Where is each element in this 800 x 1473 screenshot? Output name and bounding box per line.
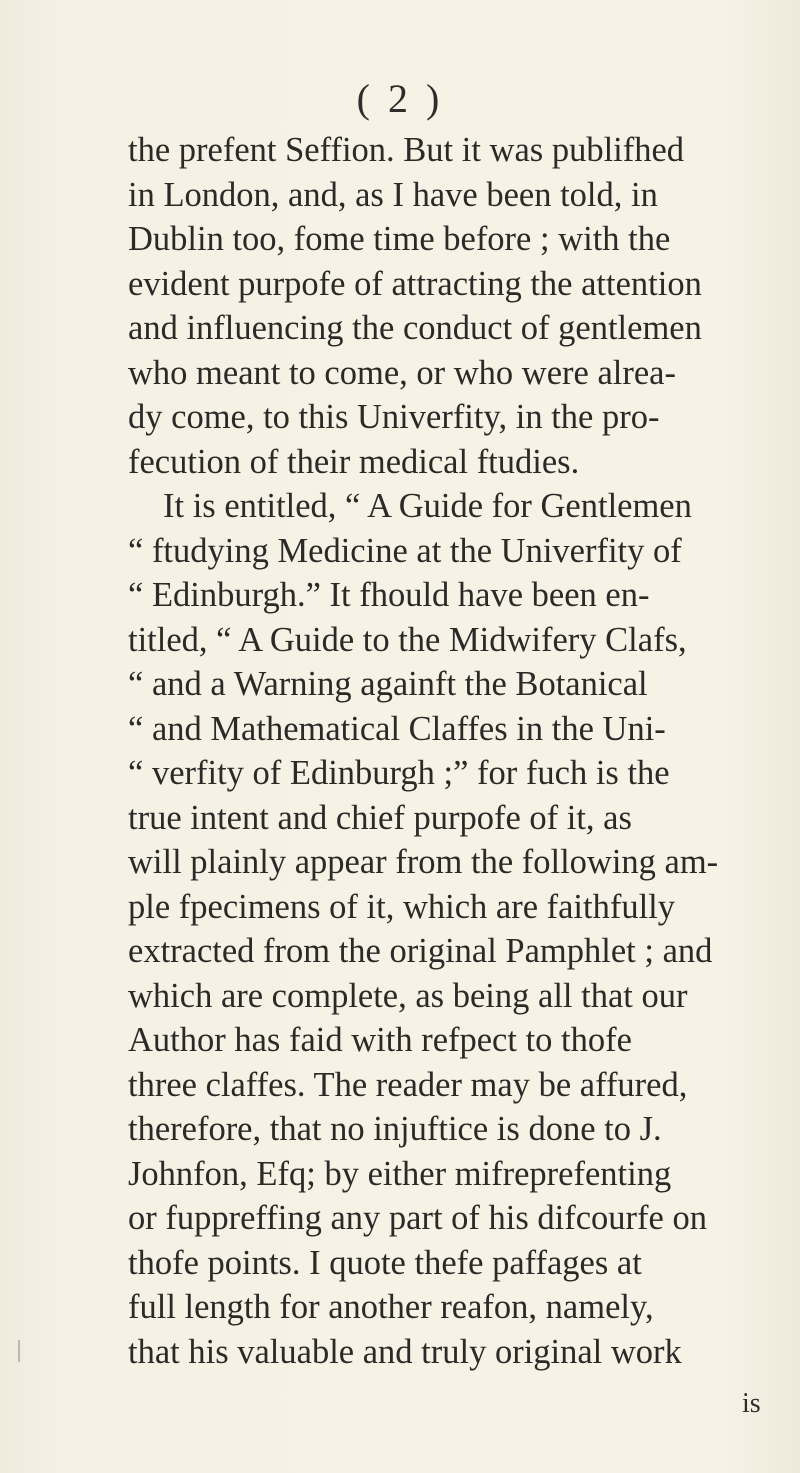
text-line: extracted from the original Pamphlet ; and — [128, 932, 713, 970]
text-line: which are complete, as being all that our — [128, 976, 688, 1015]
text-line: Johnfon, Efq; by either mifreprefenting — [128, 1154, 672, 1193]
text-line: in London, and, as I have been told, in — [128, 175, 658, 214]
text-line: “ and Mathematical Claffes in the Uni- — [128, 709, 666, 748]
text-line: the prefent Seffion. But it was publifhed — [128, 131, 685, 169]
text-line: It is entitled, “ A Guide for Gentlemen — [163, 487, 692, 525]
page-number-header: ( 2 ) — [356, 76, 444, 121]
text-line: therefore, that no injuftice is done to J. — [128, 1110, 662, 1148]
margin-mark — [18, 1340, 20, 1362]
text-line: true intent and chief purpofe of it, as — [128, 798, 632, 837]
text-line: three claffes. The reader may be affured, — [128, 1065, 688, 1104]
text-line: thofe points. I quote thefe paffages at — [128, 1243, 642, 1282]
text-line: ple fpecimens of it, which are faithfully — [128, 887, 676, 926]
text-line: or fuppreffing any part of his difcourfe on — [128, 1199, 707, 1237]
text-line: “ ftudying Medicine at the Univerfity of — [128, 531, 682, 570]
text-line: and influencing the conduct of gentlemen — [128, 309, 702, 347]
text-line: “ and a Warning againft the Botanical — [128, 665, 648, 703]
text-line: full length for another reafon, namely, — [128, 1288, 654, 1326]
text-line: Author has faid with refpect to thofe — [128, 1021, 632, 1059]
text-line: “ Edinburgh.” It fhould have been en- — [128, 576, 650, 614]
text-line: “ verfity of Edinburgh ;” for fuch is the — [128, 754, 670, 792]
text-line: fecution of their medical ftudies. — [128, 442, 580, 481]
text-line: evident purpofe of attracting the attention — [128, 264, 702, 303]
text-line: titled, “ A Guide to the Midwifery Clafs, — [128, 620, 687, 659]
text-line: will plainly appear from the following am- — [128, 843, 719, 881]
text-line: that his valuable and truly original work — [128, 1332, 682, 1371]
text-line: Dublin too, fome time before ; with the — [128, 220, 671, 258]
text-line: who meant to come, or who were alrea- — [128, 353, 676, 392]
text-line: dy come, to this Univerfity, in the pro- — [128, 398, 660, 436]
catchword: is — [742, 1388, 761, 1419]
